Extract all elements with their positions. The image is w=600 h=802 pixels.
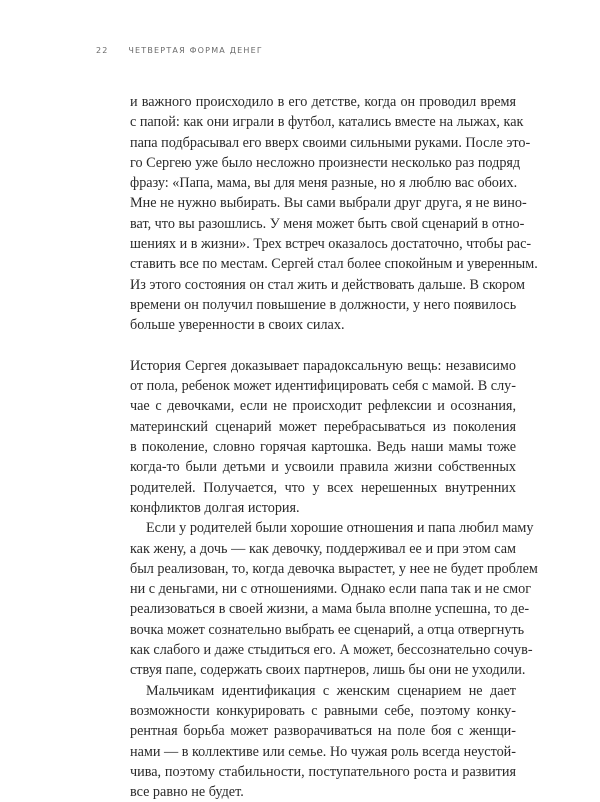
text-line: ни с деньгами, ни с отношениями. Однако если папа так и не смог — [130, 581, 532, 598]
text-line: го Сергею уже было несложно произнести несколько раз подряд — [130, 154, 521, 171]
text-line: Из этого состояния он стал жить и действовать дальше. В скором — [130, 276, 525, 293]
text-line: Мальчикам идентификация с женским сценарием не дает — [146, 682, 516, 699]
page-number: 22 — [96, 46, 109, 55]
paragraph-2 — [130, 356, 516, 518]
text-line: ставить все по местам. Сергей стал более спокойным и уверенным. — [130, 256, 538, 273]
text-line: реализоваться в своей жизни, а мама была вполне успешна, то де- — [130, 601, 530, 618]
text-line: как жену, а дочь — как девочку, поддерживал ее и при этом сам — [130, 540, 516, 557]
text-line: конфликтов долгая история. — [130, 499, 300, 516]
text-line: возможности конкурировать с равными себе, поэтому конку- — [130, 702, 516, 719]
text-line: История Сергея доказывает парадоксальную вещь: независимо — [130, 357, 516, 374]
text-line: ствуя папе, содержать своих партнеров, лишь бы они не уходили. — [130, 662, 526, 679]
text-line: был реализован, то, когда девочка вырастет, у нее не будет проблем — [130, 560, 538, 577]
text-line: шениях и в жизни». Трех встреч оказалось достаточно, чтобы рас- — [130, 236, 532, 253]
text-line: все равно не будет. — [130, 784, 244, 801]
running-head — [96, 46, 263, 55]
text-line: времени он получил повышение в должности, у него появилось — [130, 296, 517, 313]
text-line: от пола, ребенок может идентифицировать себя с мамой. В слу- — [130, 378, 516, 395]
text-line: вочка может сознательно выбрать ее сценарий, а отца отвергнуть — [130, 621, 525, 638]
paragraph-1 — [130, 92, 538, 336]
running-title: ЧЕТВЕРТАЯ ФОРМА ДЕНЕГ — [128, 46, 263, 55]
body-text — [130, 92, 538, 802]
text-line: папа подбрасывал его вверх своими сильными руками. После это- — [130, 134, 531, 151]
text-line: как слабого и даже стыдиться его. А может, бессознательно сочув- — [130, 642, 533, 659]
text-line: нами — в коллективе или семье. Но чужая роль всегда неустой- — [130, 743, 517, 760]
text-line: больше уверенности в своих силах. — [130, 317, 345, 334]
text-line: рентная борьба может разворачиваться на поле боя с женщи- — [130, 723, 516, 740]
text-line: родителей. Получается, что у всех нерешенных внутренних — [130, 479, 516, 496]
text-line: когда-то были детьми и усвоили правила жизни собственных — [130, 459, 516, 476]
paragraph-3 — [130, 518, 538, 680]
text-line: и важного происходило в его детстве, когда он проводил время — [130, 94, 516, 110]
paragraph-4 — [130, 681, 516, 802]
text-line: фразу: «Папа, мама, вы для меня разные, но я люблю вас обоих. — [130, 175, 518, 192]
paragraph-gap — [130, 336, 516, 356]
text-line: материнский сценарий может перебрасываться из поколения — [130, 418, 516, 435]
text-line: чива, поэтому стабильности, поступательного роста и развития — [130, 763, 516, 780]
text-line: Мне не нужно выбирать. Вы сами выбрали друг друга, я не вино- — [130, 195, 527, 212]
text-line: ват, что вы разошлись. У меня может быть свой сценарий в отно- — [130, 215, 525, 232]
text-line: Если у родителей были хорошие отношения и папа любил маму — [146, 520, 534, 537]
text-line: в поколение, словно горячая картошка. Ведь наши мамы тоже — [130, 439, 516, 456]
text-line: с папой: как они играли в футбол, катались вместе на лыжах, как — [130, 114, 524, 131]
text-line: чае с девочками, если не происходит рефлексии и осознания, — [130, 398, 516, 415]
